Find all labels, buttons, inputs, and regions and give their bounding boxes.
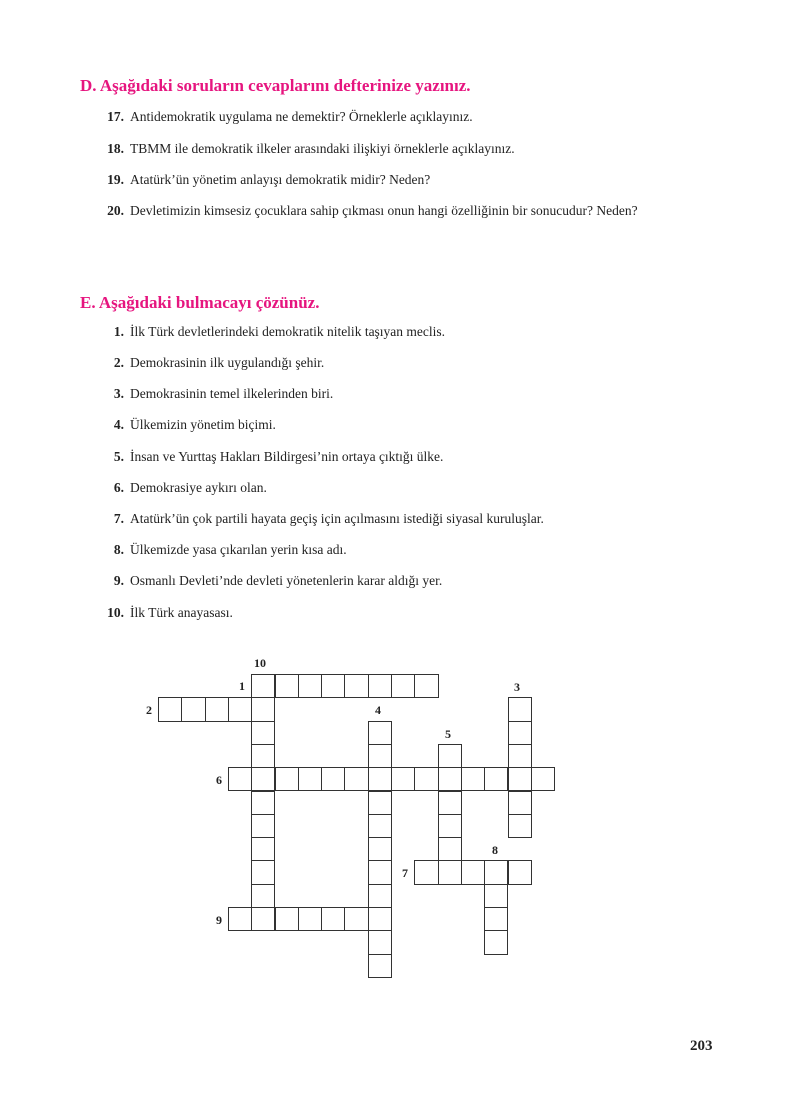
grid-label-7: 7 xyxy=(402,866,408,880)
question-number: 17. xyxy=(107,109,124,124)
crossword-cell[interactable] xyxy=(321,767,345,791)
clue-text: Demokrasinin temel ilkelerinden biri. xyxy=(130,386,334,401)
clue-number: 6. xyxy=(113,480,124,495)
clue-number: 9. xyxy=(113,573,124,588)
crossword-cell[interactable] xyxy=(461,860,485,884)
clue-text: İnsan ve Yurttaş Hakları Bildirgesi’nin ortaya çıktığı ülke. xyxy=(130,449,444,464)
clue-number: 7. xyxy=(113,511,124,526)
clue-text: Atatürk’ün çok partili hayata geçiş için açılmasını istediği siyasal kuruluşlar. xyxy=(130,511,544,526)
crossword-cell[interactable] xyxy=(251,791,275,815)
crossword-cell[interactable] xyxy=(484,860,508,884)
question-text: Atatürk’ün yönetim anlayışı demokratik midir? Neden? xyxy=(130,172,431,187)
crossword-cell[interactable] xyxy=(344,674,368,698)
crossword-cell[interactable] xyxy=(368,814,392,838)
grid-label-10: 10 xyxy=(254,656,266,670)
grid-label-2: 2 xyxy=(146,703,152,717)
crossword-cell[interactable] xyxy=(251,721,275,745)
grid-label-5: 5 xyxy=(445,727,451,741)
crossword-cell[interactable] xyxy=(251,860,275,884)
crossword-cell[interactable] xyxy=(438,860,462,884)
crossword-cell[interactable] xyxy=(484,907,508,931)
crossword-cell[interactable] xyxy=(414,674,438,698)
crossword-cell[interactable] xyxy=(275,767,299,791)
crossword-cell[interactable] xyxy=(275,674,299,698)
crossword-cell[interactable] xyxy=(251,814,275,838)
crossword-cell[interactable] xyxy=(484,767,508,791)
crossword-cell[interactable] xyxy=(251,837,275,861)
clue-text: Ülkemizde yasa çıkarılan yerin kısa adı. xyxy=(130,542,347,557)
crossword-cell[interactable] xyxy=(508,860,532,884)
crossword-cell[interactable] xyxy=(228,767,252,791)
crossword-cell[interactable] xyxy=(321,674,345,698)
crossword-cell[interactable] xyxy=(508,791,532,815)
crossword-cell[interactable] xyxy=(251,674,275,698)
crossword-cell[interactable] xyxy=(391,674,415,698)
crossword-cell[interactable] xyxy=(414,860,438,884)
clue-number: 4. xyxy=(113,417,124,432)
crossword-cell[interactable] xyxy=(158,697,182,721)
clue-text: İlk Türk anayasası. xyxy=(130,605,233,620)
crossword-cell[interactable] xyxy=(298,674,322,698)
question-text: TBMM ile demokratik ilkeler arasındaki ilişkiyi örneklerle açıklayınız. xyxy=(130,141,515,156)
crossword-cell[interactable] xyxy=(508,697,532,721)
crossword-cell[interactable] xyxy=(368,907,392,931)
crossword-cell[interactable] xyxy=(414,767,438,791)
clue-number: 3. xyxy=(113,386,124,401)
question-number: 18. xyxy=(107,141,124,156)
crossword-cell[interactable] xyxy=(391,767,415,791)
grid-label-4: 4 xyxy=(375,703,381,717)
crossword-cell[interactable] xyxy=(368,860,392,884)
grid-label-6: 6 xyxy=(216,773,222,787)
clue-text: Osmanlı Devleti’nde devleti yönetenlerin karar aldığı yer. xyxy=(130,573,443,588)
crossword-cell[interactable] xyxy=(368,791,392,815)
section-e-title: E. Aşağıdaki bulmacayı çözünüz. xyxy=(80,293,320,312)
clue-number: 8. xyxy=(113,542,124,557)
crossword-cell[interactable] xyxy=(368,954,392,978)
crossword-cell[interactable] xyxy=(344,907,368,931)
crossword-cell[interactable] xyxy=(508,767,532,791)
crossword-cell[interactable] xyxy=(484,930,508,954)
crossword-cell[interactable] xyxy=(368,884,392,908)
clue-text: İlk Türk devletlerindeki demokratik nitelik taşıyan meclis. xyxy=(130,324,446,339)
clue-number: 10. xyxy=(107,605,124,620)
crossword-cell[interactable] xyxy=(251,697,275,721)
crossword-cell[interactable] xyxy=(228,907,252,931)
question-number: 20. xyxy=(107,203,124,218)
crossword-cell[interactable] xyxy=(251,907,275,931)
crossword-cell[interactable] xyxy=(298,767,322,791)
grid-label-3: 3 xyxy=(514,680,520,694)
crossword-cell[interactable] xyxy=(438,744,462,768)
page-number: 203 xyxy=(690,1038,713,1054)
crossword-cell[interactable] xyxy=(508,814,532,838)
crossword-cell[interactable] xyxy=(275,907,299,931)
crossword-cell[interactable] xyxy=(531,767,555,791)
crossword-cell[interactable] xyxy=(368,674,392,698)
crossword-cell[interactable] xyxy=(438,837,462,861)
question-text: Devletimizin kimsesiz çocuklara sahip çıkması onun hangi özelliğinin bir sonucudur? Neden? xyxy=(130,203,638,218)
clue-text: Demokrasiye aykırı olan. xyxy=(130,480,267,495)
section-d-title: D. Aşağıdaki soruların cevaplarını defterinize yazınız. xyxy=(80,76,471,95)
crossword-cell[interactable] xyxy=(344,767,368,791)
crossword-cell[interactable] xyxy=(368,837,392,861)
crossword-cell[interactable] xyxy=(508,744,532,768)
crossword-cell[interactable] xyxy=(368,930,392,954)
crossword-cell[interactable] xyxy=(251,767,275,791)
crossword-cell[interactable] xyxy=(251,884,275,908)
crossword-cell[interactable] xyxy=(181,697,205,721)
crossword-cell[interactable] xyxy=(484,884,508,908)
crossword-cell[interactable] xyxy=(251,744,275,768)
crossword-cell[interactable] xyxy=(438,767,462,791)
crossword-cell[interactable] xyxy=(321,907,345,931)
crossword-cell[interactable] xyxy=(368,721,392,745)
question-text: Antidemokratik uygulama ne demektir? Örneklerle açıklayınız. xyxy=(130,109,473,124)
grid-label-9: 9 xyxy=(216,913,222,927)
clue-number: 5. xyxy=(113,449,124,464)
clue-number: 1. xyxy=(113,324,124,339)
crossword-cell[interactable] xyxy=(205,697,229,721)
clue-number: 2. xyxy=(113,355,124,370)
crossword-cell[interactable] xyxy=(228,697,252,721)
crossword-cell[interactable] xyxy=(508,721,532,745)
crossword-cell[interactable] xyxy=(368,744,392,768)
crossword-cell[interactable] xyxy=(438,814,462,838)
grid-label-1: 1 xyxy=(239,679,245,693)
clue-text: Ülkemizin yönetim biçimi. xyxy=(130,417,276,432)
crossword-cell[interactable] xyxy=(438,791,462,815)
crossword-cell[interactable] xyxy=(368,767,392,791)
question-number: 19. xyxy=(107,172,124,187)
clue-text: Demokrasinin ilk uygulandığı şehir. xyxy=(130,355,325,370)
crossword-cell[interactable] xyxy=(298,907,322,931)
crossword-cell[interactable] xyxy=(461,767,485,791)
grid-label-8: 8 xyxy=(492,843,498,857)
